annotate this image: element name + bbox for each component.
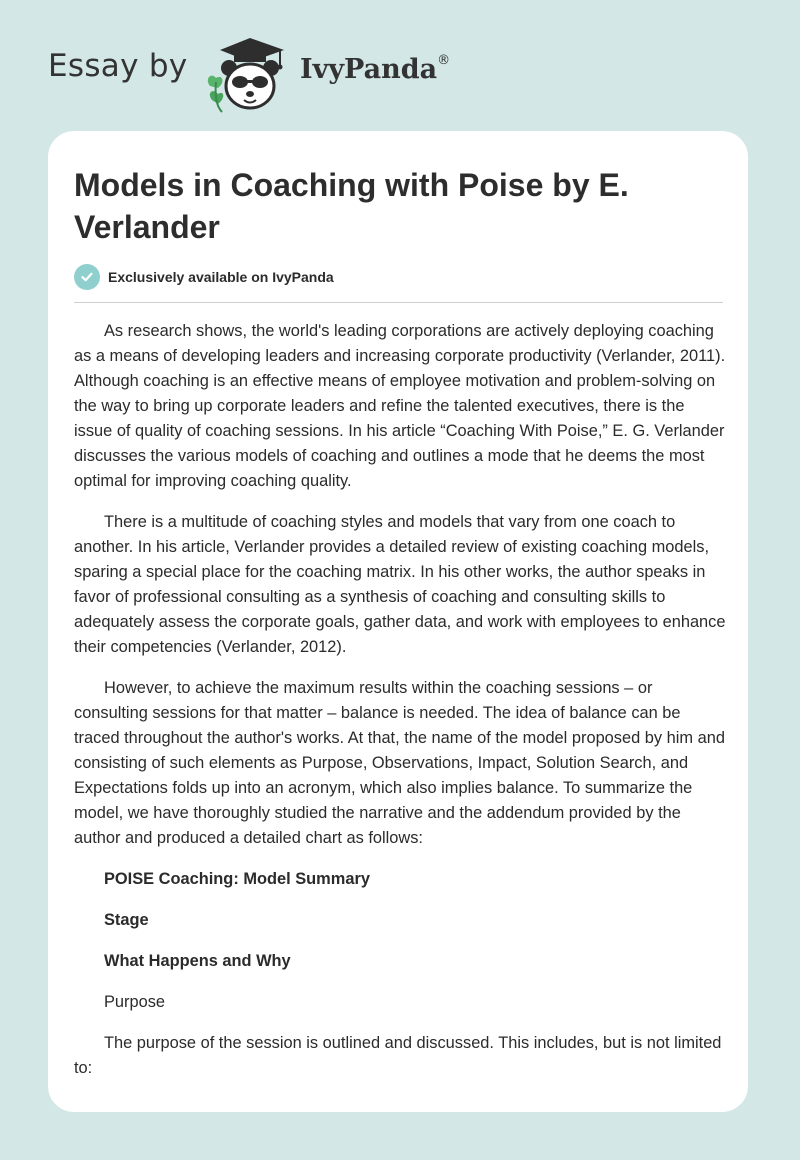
check-icon xyxy=(74,264,100,290)
stage-purpose: Purpose xyxy=(104,993,166,1011)
panda-logo-icon xyxy=(200,34,296,114)
page-title: Models in Coaching with Poise by E. Verlander xyxy=(74,167,629,245)
paragraph: As research shows, the world's leading corporations are actively deploying coaching as a means of developing leaders and increasing corporate productivity (Verlander, 2011). Although coaching is an effective means of employee motivation and problem-solving on the way to bring up corporate leaders and refine the talented executives, there is the issue of quality of coaching sessions. In his article “Coaching With Poise,” E. G. Verlander discusses the various models of coaching and outlines a mode that he deems the most optimal for improving coaching quality. xyxy=(74,322,726,490)
registered-mark: ® xyxy=(437,53,451,68)
column-header-stage: Stage xyxy=(104,911,149,929)
purpose-description: The purpose of the session is outlined and discussed. This includes, but is not limited to: xyxy=(74,1034,722,1077)
exclusive-badge xyxy=(74,263,334,291)
brand-name-text: IvyPanda xyxy=(300,54,438,85)
site-header xyxy=(48,34,548,114)
essay-card xyxy=(48,131,748,1112)
paragraph: However, to achieve the maximum results within the coaching sessions – or consulting sessions for that matter – balance is needed. The idea of balance can be traced throughout the author's works. At that, the name of the model proposed by him and consisting of such elements as Purpose, Observations, Impact, Solution Search, and Expectations folds up into an acronym, which also implies balance. To summarize the model, we have thoroughly studied the narrative and the addendum provided by the author and produced a detailed chart as follows: xyxy=(74,679,725,847)
essay-body xyxy=(74,319,726,1097)
paragraph: There is a multitude of coaching styles and models that vary from one coach to another. In his article, Verlander provides a detailed review of existing coaching models, sparing a special place for the coaching matrix. In his other works, the author speaks in favor of professional consulting as a synthesis of coaching and consulting skills to adequately assess the corporate goals, gather data, and work with employees to enhance their competencies (Verlander, 2012). xyxy=(74,513,726,656)
brand-name[interactable] xyxy=(300,54,450,85)
column-header-what-happens: What Happens and Why xyxy=(104,952,291,970)
essay-by-label: Essay by xyxy=(48,48,188,84)
exclusive-badge-text: Exclusively available on IvyPanda xyxy=(108,269,334,285)
title-divider xyxy=(74,302,723,303)
table-title: POISE Coaching: Model Summary xyxy=(104,870,370,888)
